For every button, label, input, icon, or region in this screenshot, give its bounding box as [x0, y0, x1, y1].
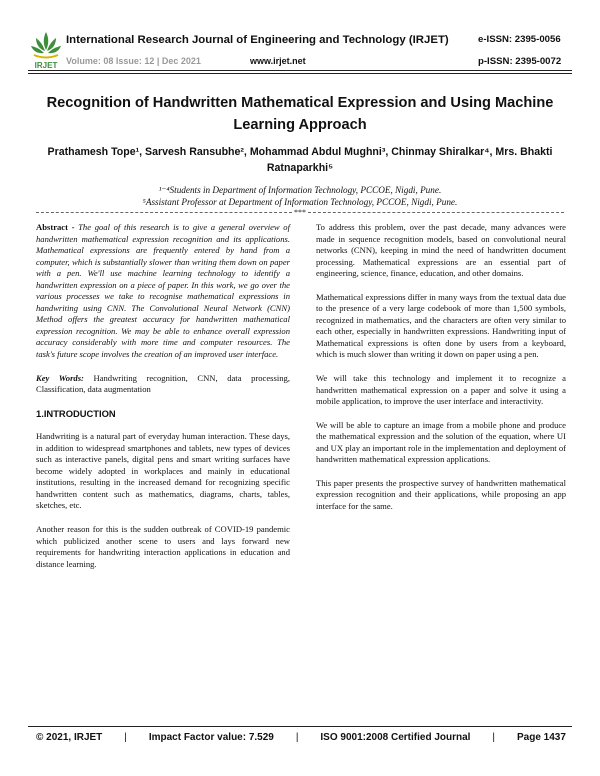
left-column — [36, 222, 290, 582]
separator-mark: *** — [294, 207, 306, 217]
author-list: Prathamesh Tope¹, Sarvesh Ransubhe², Mohammad Abdul Mughni³, Chinmay Shiralkar⁴, Mrs. Bhakti Ratnaparkhi⁵ — [47, 146, 553, 174]
footer-divider: | — [492, 732, 496, 743]
footer-impact-factor: Impact Factor value: 7.529 — [148, 732, 274, 743]
right-paragraph-3: We will take this technology and implement it to recognize a handwritten mathematical expression on a paper and solve it using a mobile application, to improve the user interface and interactivity. — [316, 373, 566, 407]
keywords-paragraph — [36, 373, 290, 396]
page-footer — [36, 732, 566, 743]
keywords-label: Key Words: — [36, 372, 84, 383]
abstract-text: The goal of this research is to give a general overview of handwritten mathematical expression recognition and its applications. Mathematical expressions are frequently entered by hand from a computer, which is substantially slower than writing them down on paper with a pen. We'll use machine learning technology to identify a handwritten expression on a piece of paper. In this work, we go over the various processes we take to recognise mathematical expressions in handwriting using CNN. The Convolutional Neural Network (CNN) Method offers the greatest accuracy for handwritten mathematical expression recognition. We may be able to enhance overall expression accuracy considerably with more time and computer resources. The task's future scope involves the creation of an improved user interface. — [36, 222, 290, 360]
journal-title: International Research Journal of Engineering and Technology (IRJET) — [66, 34, 449, 46]
right-paragraph-1: To address this problem, over the past decade, many advances were made in sequence recognition models, based on convolutional neural networks (CNN), keeping in mind the need of handwritten document processing. Mathematical expressions are an essential part of engineering, science, finance, education, and other domains. — [316, 222, 566, 279]
intro-paragraph-1: Handwriting is a natural part of everyday human interaction. These days, in addition to widespread smartphones and tablets, new types of devices such as interactive panels, digital pens and smart writing surfaces have become widely adopted in workplaces and mainly in educational institutions, resulting in the increased demand for recognizing specific handwritten content such as mathematics, diagrams, charts, tables, sketches, etc. — [36, 431, 290, 511]
keywords-text: Handwriting recognition, CNN, data processing, Classification, data augmentation — [36, 372, 290, 395]
affiliation-professor: ⁵Assistant Professor at Department of Information Technology, PCCOE, Nigdi, Pune. — [142, 197, 458, 207]
e-issn: e-ISSN: 2395-0056 — [478, 34, 561, 45]
footer-iso: ISO 9001:2008 Certified Journal — [320, 732, 471, 743]
footer-copyright: © 2021, IRJET — [36, 732, 103, 743]
introduction-heading: 1.INTRODUCTION — [36, 407, 116, 419]
journal-logo — [28, 30, 64, 72]
paper-title: Recognition of Handwritten Mathematical Expression and Using Machine Learning Approach — [46, 95, 554, 133]
header-rule — [28, 70, 572, 71]
footer-divider: | — [124, 732, 127, 743]
section-separator — [36, 207, 564, 217]
p-issn: p-ISSN: 2395-0072 — [478, 56, 562, 67]
affiliation-students: ¹⁻⁴Students in Department of Information Technology, PCCOE, Nigdi, Pune. — [158, 185, 442, 195]
abstract-paragraph — [36, 222, 290, 361]
footer-page-number: Page 1437 — [516, 732, 566, 743]
volume-issue: Volume: 08 Issue: 12 | Dec 2021 — [66, 56, 201, 66]
right-paragraph-5: This paper presents the prospective survey of handwritten mathematical expression recognition and their applications, while proposing an app interface for the same. — [316, 477, 566, 511]
intro-paragraph-2: Another reason for this is the sudden outbreak of COVID-19 pandemic which publicized another scene to users and lays forward new requirements for handwriting interaction applications in education and distance learning. — [36, 524, 290, 569]
abstract-label: Abstract - — [36, 222, 75, 232]
header-rule-thin — [28, 73, 572, 74]
right-paragraph-2: Mathematical expressions differ in many ways from the textual data due to the presence of a very large codebook of more than 1,500 symbols, recognized in mathematics, and the characters are often very similar to each other, especially in handwritten expressions. Handwriting input of Mathematical expressions is often done by users from a keyboard, which is much slower than writing it down on paper using a pen. — [316, 291, 566, 360]
footer-rule — [28, 726, 572, 727]
logo-text: IRJET — [34, 61, 58, 70]
right-paragraph-4: We will be able to capture an image from a mobile phone and produce the mathematical expression and the solution of the equation, where UI and UX play an important role in the implementation and deployment of handwritten mathematical expression applications. — [316, 419, 566, 465]
footer-divider: | — [295, 732, 299, 743]
right-column — [316, 222, 566, 524]
journal-website-link[interactable]: www.irjet.net — [250, 56, 306, 66]
